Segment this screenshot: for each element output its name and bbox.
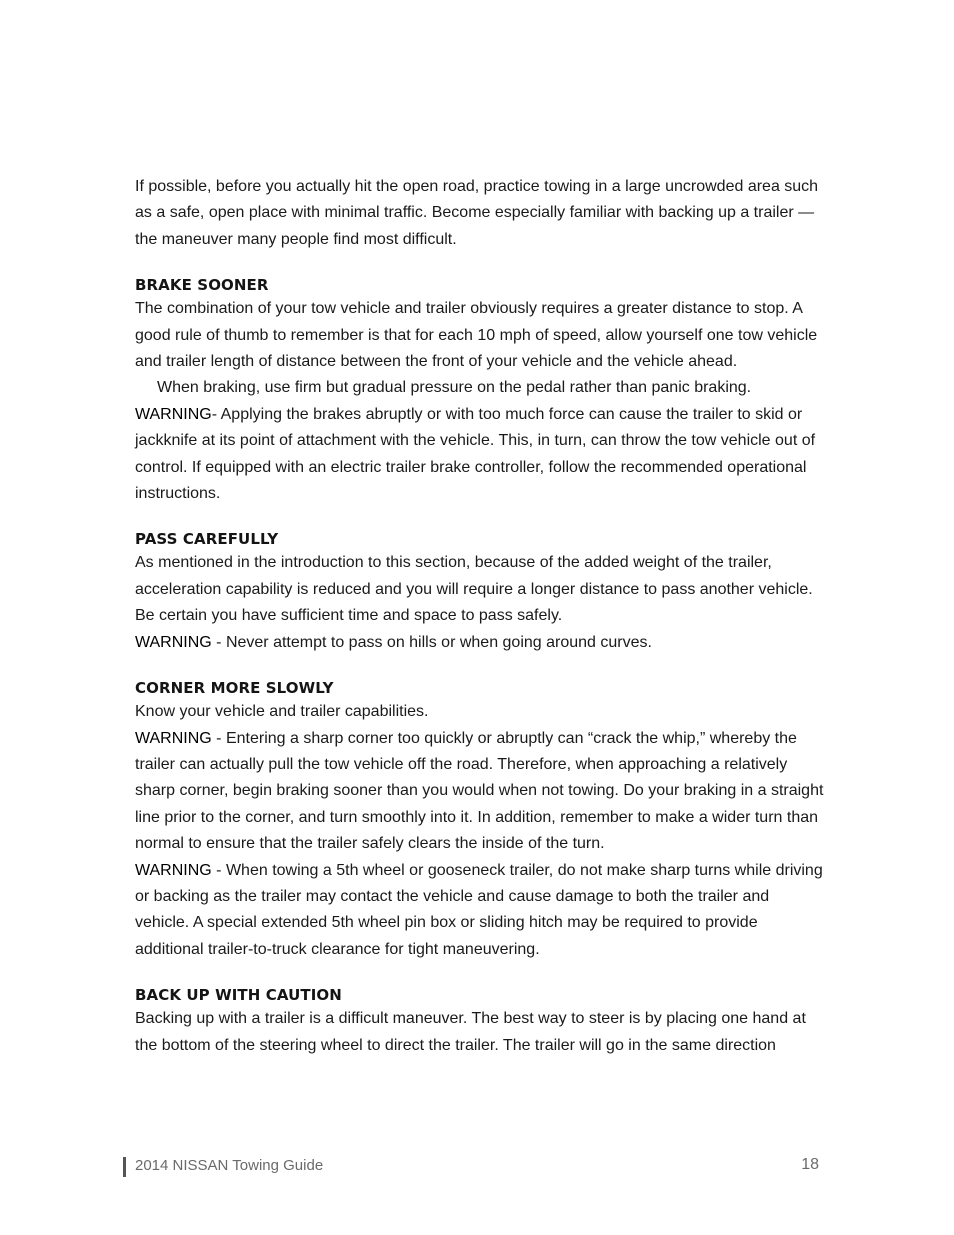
pass-carefully-warning [135, 630, 825, 656]
page-footer [123, 1156, 819, 1178]
footer-title: 2014 NISSAN Towing Guide [135, 1157, 324, 1174]
brake-sooner-heading: BRAKE SOONER [135, 276, 269, 295]
corner-more-slowly-section [135, 674, 825, 963]
warning-label: WARNING [135, 405, 212, 423]
footer-divider-bar [123, 1157, 126, 1177]
warning-label: WARNING [135, 729, 212, 747]
intro-paragraph: If possible, before you actually hit the open road, practice towing in a large uncrowded area such as a safe, open place with minimal traffic. Become especially familiar with backing up a trailer — the maneuver many people find most difficult. [135, 178, 819, 248]
page-number: 18 [801, 1156, 819, 1173]
back-up-with-caution-section [135, 981, 825, 1059]
pass-carefully-section [135, 525, 825, 656]
back-up-with-caution-heading: BACK UP WITH CAUTION [135, 986, 342, 1005]
brake-sooner-paragraph: The combination of your tow vehicle and trailer obviously requires a greater distance to stop. A good rule of thumb to remember is that for each 10 mph of speed, allow yourself one tow vehicle and trailer length of distance between the front of your vehicle and the vehicle ahead. [135, 300, 818, 371]
warning-label: WARNING [135, 633, 212, 651]
corner-more-slowly-heading: CORNER MORE SLOWLY [135, 679, 334, 698]
corner-warning-sharp-corner [135, 726, 825, 858]
corner-more-slowly-paragraph: Know your vehicle and trailer capabilities. [135, 703, 429, 721]
brake-sooner-warning [135, 402, 825, 508]
warning-label: WARNING [135, 861, 212, 879]
back-up-with-caution-paragraph: Backing up with a trailer is a difficult maneuver. The best way to steer is by placing one hand at the bottom of the steering wheel to direct the trailer. The trailer will go in the same direction [135, 1010, 806, 1054]
pass-carefully-heading: PASS CAREFULLY [135, 530, 279, 549]
warning-text: - Applying the brakes abruptly or with too much force can cause the trailer to skid or jackknife at its point of attachment with the vehicle. This, in turn, can throw the tow vehicle out of control. If equipped with an electric trailer brake controller, follow the recommended operational instructions. [135, 405, 816, 503]
warning-text: - Entering a sharp corner too quickly or abruptly can “crack the whip,” whereby the trailer can actually pull the tow vehicle off the road. Therefore, when approaching a relatively sharp corner, begin braking sooner than you would when not towing. Do your braking in a straight line prior to the corner, and turn smoothly into it. In addition, remember to make a wider turn than normal to ensure that the trailer safely clears the inside of the turn. [135, 729, 824, 853]
warning-text: - Never attempt to pass on hills or when going around curves. [211, 633, 652, 651]
corner-warning-5th-wheel [135, 858, 825, 964]
pass-carefully-paragraph: As mentioned in the introduction to this section, because of the added weight of the trailer, acceleration capability is reduced and you will require a longer distance to pass another vehicle. Be certain you have sufficient time and space to pass safely. [135, 554, 813, 625]
page-content [135, 174, 825, 1059]
warning-text: - When towing a 5th wheel or gooseneck trailer, do not make sharp turns while driving or backing as the trailer may contact the vehicle and cause damage to both the trailer and vehicle. A special extended 5th wheel pin box or sliding hitch may be required to provide additional trailer-to-truck clearance for tight maneuvering. [135, 861, 823, 958]
brake-sooner-section [135, 271, 825, 507]
brake-sooner-braking-paragraph: When braking, use firm but gradual pressure on the pedal rather than panic braking. [157, 379, 752, 397]
